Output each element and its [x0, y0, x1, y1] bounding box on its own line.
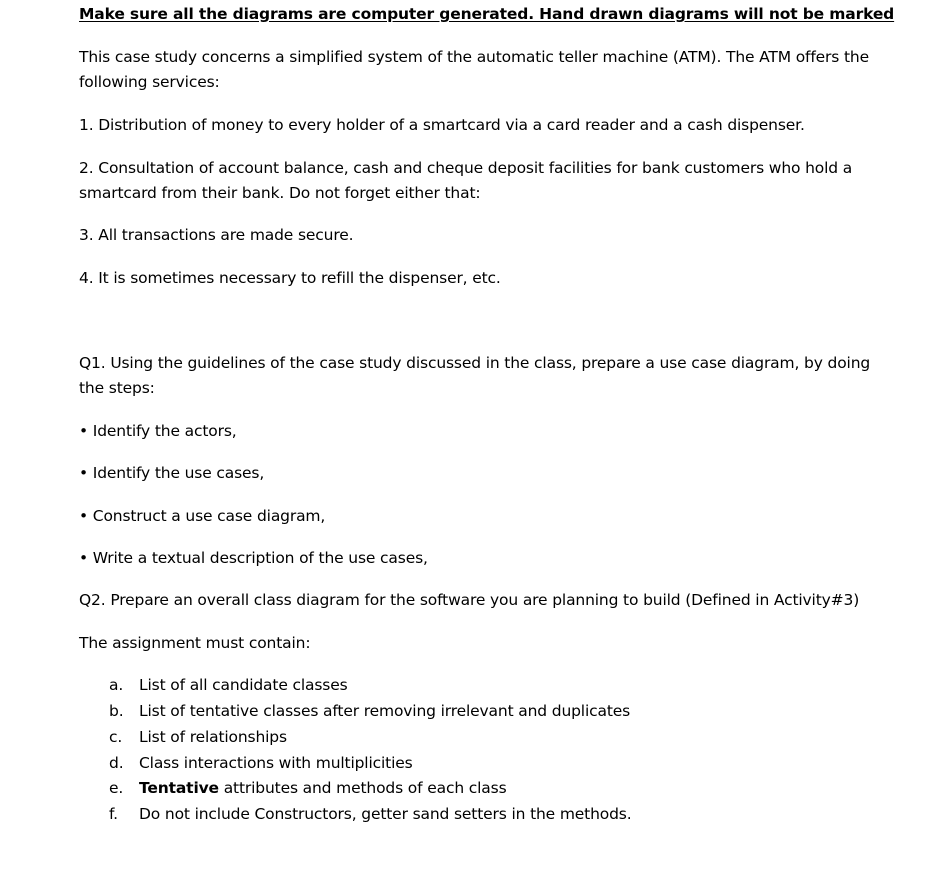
- service-item-2-line-1: 2. Consultation of account balance, cash and cheque deposit facilities for bank customers who hold a: [79, 159, 853, 177]
- service-item-2-line-2: smartcard from their bank. Do not forget either that:: [79, 184, 481, 202]
- intro-line-2: following services:: [79, 73, 220, 91]
- list-item-text: [139, 778, 507, 798]
- list-item-marker: c.: [109, 728, 123, 746]
- list-item-marker: f.: [109, 805, 118, 823]
- question-1-line-2: the steps:: [79, 379, 155, 397]
- list-item-marker: d.: [109, 754, 124, 772]
- list-item-text: Do not include Constructors, getter sand setters in the methods.: [139, 805, 632, 823]
- q1-step-write-description: • Write a textual description of the use cases,: [79, 549, 428, 567]
- list-item-text: List of tentative classes after removing irrelevant and duplicates: [139, 702, 631, 720]
- question-1-line-1: Q1. Using the guidelines of the case study discussed in the class, prepare a use case diagram, by doing: [79, 354, 871, 372]
- q1-step-construct-diagram: • Construct a use case diagram,: [79, 507, 326, 525]
- q1-step-identify-actors: • Identify the actors,: [79, 422, 237, 440]
- list-item-text: Class interactions with multiplicities: [139, 754, 413, 772]
- service-item-1: 1. Distribution of money to every holder of a smartcard via a card reader and a cash dispenser.: [79, 116, 805, 134]
- tentative-bold-word: Tentative: [139, 779, 219, 797]
- intro-line-1: This case study concerns a simplified system of the automatic teller machine (ATM). The ATM offers the: [79, 48, 869, 66]
- list-item-marker: a.: [109, 676, 124, 694]
- list-item-text: List of all candidate classes: [139, 676, 348, 694]
- list-item-marker: e.: [109, 779, 124, 797]
- list-item-marker: b.: [109, 702, 124, 720]
- list-item-text: List of relationships: [139, 728, 287, 746]
- document-heading: Make sure all the diagrams are computer generated. Hand drawn diagrams will not be marked: [79, 5, 895, 23]
- q1-step-identify-use-cases: • Identify the use cases,: [79, 464, 265, 482]
- question-2: Q2. Prepare an overall class diagram for the software you are planning to build (Defined in Activity#3): [79, 591, 860, 609]
- service-item-3: 3. All transactions are made secure.: [79, 226, 354, 244]
- service-item-4: 4. It is sometimes necessary to refill the dispenser, etc.: [79, 269, 501, 287]
- list-item-text-rest: attributes and methods of each class: [218, 779, 507, 797]
- assignment-contain-heading: The assignment must contain:: [79, 634, 311, 652]
